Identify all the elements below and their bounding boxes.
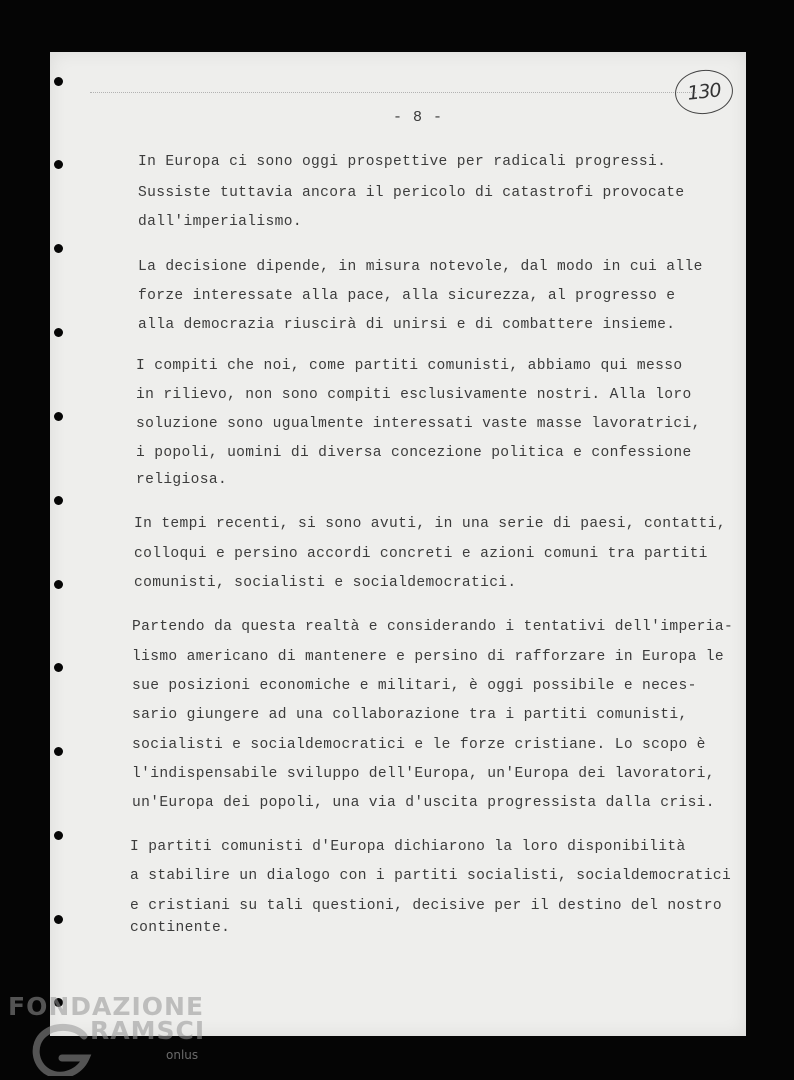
text-line: soluzione sono ugualmente interessati vaste masse lavoratrici, <box>136 416 701 432</box>
text-line: colloqui e persino accordi concreti e azioni comuni tra partiti <box>134 546 708 562</box>
page-number: - 8 - <box>392 109 443 126</box>
top-dotted-rule <box>90 92 696 93</box>
binder-hole <box>54 160 63 169</box>
binder-hole <box>54 77 63 86</box>
text-line: continente. <box>130 920 231 936</box>
text-line: In Europa ci sono oggi prospettive per radicali progressi. <box>138 154 667 170</box>
text-line: I partiti comunisti d'Europa dichiarono la loro disponibilità <box>130 839 686 855</box>
text-line: In tempi recenti, si sono avuti, in una serie di paesi, contatti, <box>134 516 726 532</box>
text-line: I compiti che noi, come partiti comunisti, abbiamo qui messo <box>136 358 683 374</box>
binder-hole <box>54 663 63 672</box>
text-line: lismo americano di mantenere e persino di rafforzare in Europa le <box>132 649 724 665</box>
text-line: e cristiani su tali questioni, decisive per il destino del nostro <box>130 898 722 914</box>
binder-hole <box>54 747 63 756</box>
text-line: Partendo da questa realtà e considerando i tentativi dell'imperia- <box>132 619 734 635</box>
binder-hole <box>54 328 63 337</box>
text-line: Sussiste tuttavia ancora il pericolo di catastrofi provocate <box>138 185 685 201</box>
text-line: un'Europa dei popoli, una via d'uscita progressista dalla crisi. <box>132 795 715 811</box>
binder-hole <box>54 580 63 589</box>
binder-hole <box>54 244 63 253</box>
text-line: alla democrazia riuscirà di unirsi e di combattere insieme. <box>138 317 676 333</box>
text-line: l'indispensabile sviluppo dell'Europa, un'Europa dei lavoratori, <box>132 766 715 782</box>
foundation-logo-icon <box>32 1022 92 1076</box>
text-line: i popoli, uomini di diversa concezione politica e confessione <box>136 445 692 461</box>
watermark-line2: RAMSCI <box>90 1016 206 1045</box>
watermark-suffix: onlus <box>166 1048 199 1062</box>
text-line: sue posizioni economiche e militari, è oggi possibile e neces- <box>132 678 697 694</box>
text-line: a stabilire un dialogo con i partiti socialisti, socialdemocratici <box>130 868 732 884</box>
text-line: forze interessate alla pace, alla sicurezza, al progresso e <box>138 288 676 304</box>
text-line: dall'imperialismo. <box>138 214 302 230</box>
watermark-line1: FONDAZIONE <box>8 992 205 1021</box>
binder-hole <box>54 915 63 924</box>
text-line: sario giungere ad una collaborazione tra i partiti comunisti, <box>132 707 688 723</box>
text-line: La decisione dipende, in misura notevole, dal modo in cui alle <box>138 259 703 275</box>
text-line: comunisti, socialisti e socialdemocratici. <box>134 575 517 591</box>
text-line: in rilievo, non sono compiti esclusivamente nostri. Alla loro <box>136 387 692 403</box>
foundation-watermark <box>4 992 214 1078</box>
text-line: socialisti e socialdemocratici e le forze cristiane. Lo scopo è <box>132 737 706 753</box>
binder-hole <box>54 412 63 421</box>
binder-hole <box>54 496 63 505</box>
archive-number-stamp: 130 <box>673 67 735 117</box>
binder-hole <box>54 831 63 840</box>
text-line: religiosa. <box>136 472 228 488</box>
